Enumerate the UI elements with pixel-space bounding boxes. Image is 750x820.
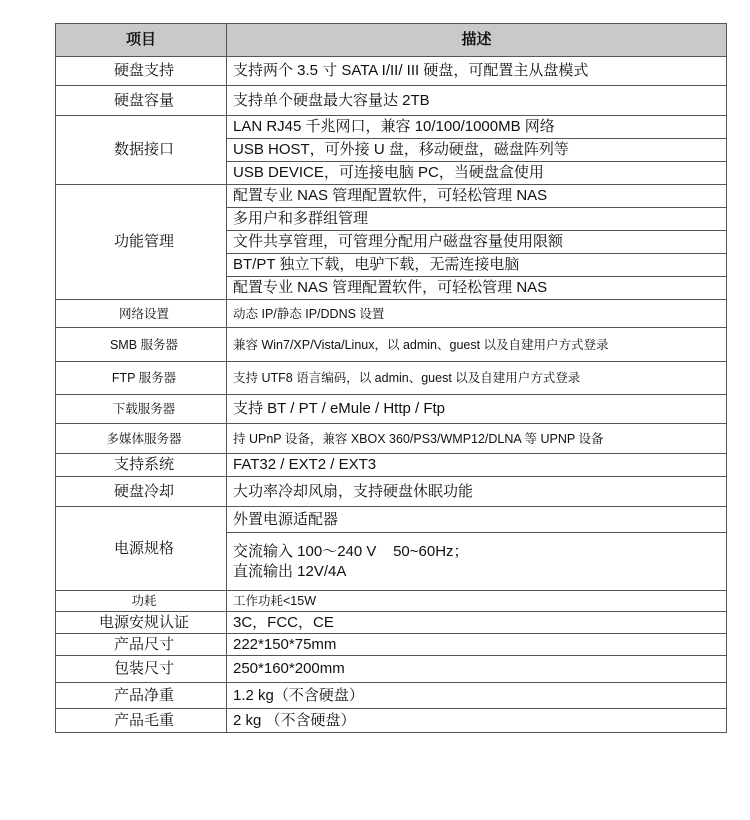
table-row bbox=[56, 683, 727, 709]
table-row bbox=[56, 612, 727, 634]
table-row bbox=[56, 362, 727, 395]
item-cell: 支持系统 bbox=[56, 454, 227, 477]
item-cell: 功耗 bbox=[56, 591, 227, 612]
desc-cell: 大功率冷却风扇，支持硬盘休眠功能 bbox=[227, 477, 727, 507]
desc-cell: 2 kg （不含硬盘） bbox=[227, 709, 727, 733]
table-row bbox=[56, 300, 727, 328]
item-cell: SMB 服务器 bbox=[56, 328, 227, 362]
item-cell: 电源安规认证 bbox=[56, 612, 227, 634]
spec-table bbox=[55, 23, 727, 733]
header-description: 描述 bbox=[227, 24, 727, 57]
table-row bbox=[56, 507, 727, 533]
table-row bbox=[56, 454, 727, 477]
table-row bbox=[56, 57, 727, 86]
desc-cell: 工作功耗<15W bbox=[227, 591, 727, 612]
table-row bbox=[56, 591, 727, 612]
desc-cell: 持 UPnP 设备，兼容 XBOX 360/PS3/WMP12/DLNA 等 UPNP 设备 bbox=[227, 424, 727, 454]
desc-cell: USB DEVICE，可连接电脑 PC，当硬盘盒使用 bbox=[227, 162, 727, 185]
desc-cell: 支持 BT / PT / eMule / Http / Ftp bbox=[227, 395, 727, 424]
desc-cell: 3C，FCC，CE bbox=[227, 612, 727, 634]
desc-cell: 支持单个硬盘最大容量达 2TB bbox=[227, 86, 727, 116]
desc-cell: FAT32 / EXT2 / EXT3 bbox=[227, 454, 727, 477]
table-row bbox=[56, 477, 727, 507]
table-row bbox=[56, 116, 727, 139]
table-row bbox=[56, 656, 727, 683]
item-cell: 下载服务器 bbox=[56, 395, 227, 424]
table-row bbox=[56, 185, 727, 208]
table-row bbox=[56, 424, 727, 454]
item-cell: 电源规格 bbox=[56, 507, 227, 591]
item-cell: 硬盘容量 bbox=[56, 86, 227, 116]
desc-cell: 222*150*75mm bbox=[227, 634, 727, 656]
desc-cell: BT/PT 独立下载，电驴下载，无需连接电脑 bbox=[227, 254, 727, 277]
desc-cell-multiline bbox=[227, 533, 727, 591]
header-item: 项目 bbox=[56, 24, 227, 57]
table-row bbox=[56, 709, 727, 733]
table-row bbox=[56, 328, 727, 362]
header-row bbox=[56, 24, 727, 57]
desc-cell: 多用户和多群组管理 bbox=[227, 208, 727, 231]
table-row bbox=[56, 86, 727, 116]
desc-cell: 250*160*200mm bbox=[227, 656, 727, 683]
desc-cell: 配置专业 NAS 管理配置软件，可轻松管理 NAS bbox=[227, 277, 727, 300]
desc-cell: LAN RJ45 千兆网口，兼容 10/100/1000MB 网络 bbox=[227, 116, 727, 139]
item-cell: 数据接口 bbox=[56, 116, 227, 185]
item-cell: 产品毛重 bbox=[56, 709, 227, 733]
desc-cell: 1.2 kg（不含硬盘） bbox=[227, 683, 727, 709]
desc-cell: 兼容 Win7/XP/Vista/Linux，以 admin、guest 以及自建用户方式登录 bbox=[227, 328, 727, 362]
table-row bbox=[56, 395, 727, 424]
desc-cell: 配置专业 NAS 管理配置软件，可轻松管理 NAS bbox=[227, 185, 727, 208]
item-cell: FTP 服务器 bbox=[56, 362, 227, 395]
item-cell: 多媒体服务器 bbox=[56, 424, 227, 454]
item-cell: 网络设置 bbox=[56, 300, 227, 328]
desc-cell: 外置电源适配器 bbox=[227, 507, 727, 533]
item-cell: 硬盘冷却 bbox=[56, 477, 227, 507]
item-cell: 包装尺寸 bbox=[56, 656, 227, 683]
desc-cell: 支持两个 3.5 寸 SATA I/II/ III 硬盘，可配置主从盘模式 bbox=[227, 57, 727, 86]
table-row bbox=[56, 634, 727, 656]
desc-cell: USB HOST，可外接 U 盘，移动硬盘，磁盘阵列等 bbox=[227, 139, 727, 162]
power-io-text: 交流输入 100～240 V 50~60Hz； 直流输出 12V/4A bbox=[233, 542, 469, 580]
item-cell: 硬盘支持 bbox=[56, 57, 227, 86]
desc-cell: 文件共享管理，可管理分配用户磁盘容量使用限额 bbox=[227, 231, 727, 254]
item-cell: 产品尺寸 bbox=[56, 634, 227, 656]
desc-cell: 支持 UTF8 语言编码，以 admin、guest 以及自建用户方式登录 bbox=[227, 362, 727, 395]
item-cell: 功能管理 bbox=[56, 185, 227, 300]
item-cell: 产品净重 bbox=[56, 683, 227, 709]
desc-cell: 动态 IP/静态 IP/DDNS 设置 bbox=[227, 300, 727, 328]
spec-body bbox=[56, 57, 727, 733]
